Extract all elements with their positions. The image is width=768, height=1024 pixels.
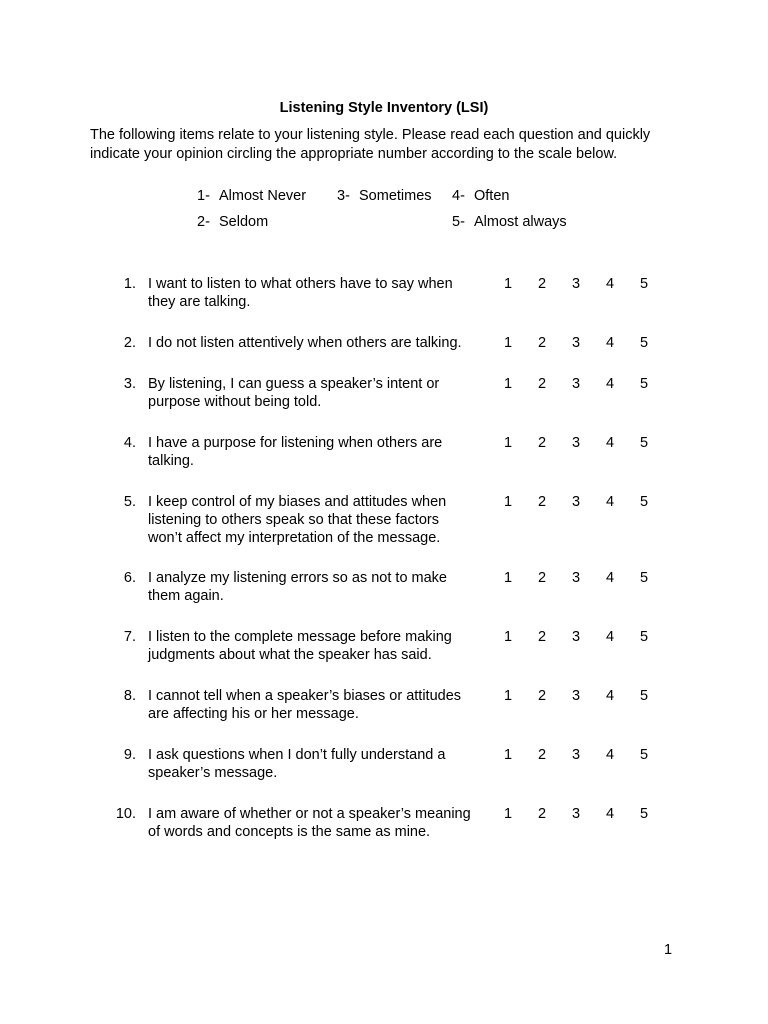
- question-number: 3.: [123, 376, 136, 392]
- scale-number: 5-: [452, 214, 465, 230]
- intro-paragraph: [90, 126, 690, 163]
- question-text-line: won’t affect my interpretation of the message.: [148, 530, 441, 546]
- rating-option-2[interactable]: 2: [537, 688, 547, 704]
- rating-option-1[interactable]: 1: [503, 688, 513, 704]
- question-text-line: I want to listen to what others have to say when: [148, 276, 453, 292]
- question-text: [148, 375, 493, 411]
- question-text: [148, 493, 493, 547]
- rating-option-4[interactable]: 4: [605, 494, 615, 510]
- question-text: [148, 687, 493, 723]
- scale-label: Almost Never: [219, 188, 307, 204]
- intro-line: indicate your opinion circling the appropriate number according to the scale below.: [90, 145, 618, 162]
- question-row: [0, 628, 768, 688]
- rating-option-2[interactable]: 2: [537, 629, 547, 645]
- page-title: Listening Style Inventory (LSI): [279, 100, 489, 116]
- scale-number: 1-: [197, 188, 210, 204]
- scale-number: 3-: [337, 188, 350, 204]
- rating-option-1[interactable]: 1: [503, 494, 513, 510]
- rating-option-1[interactable]: 1: [503, 376, 513, 392]
- question-text-line: judgments about what the speaker has said.: [148, 647, 432, 663]
- rating-option-3[interactable]: 3: [571, 435, 581, 451]
- rating-option-2[interactable]: 2: [537, 806, 547, 822]
- scale-number: 4-: [452, 188, 465, 204]
- question-number: 9.: [123, 747, 136, 763]
- rating-option-5[interactable]: 5: [639, 570, 649, 586]
- rating-option-1[interactable]: 1: [503, 276, 513, 292]
- scale-label: Almost always: [474, 214, 567, 230]
- question-text: [148, 334, 493, 352]
- rating-option-2[interactable]: 2: [537, 335, 547, 351]
- question-text-line: speaker’s message.: [148, 765, 278, 781]
- scale-label: Often: [474, 188, 510, 204]
- question-text-line: I have a purpose for listening when others are: [148, 435, 443, 451]
- rating-option-5[interactable]: 5: [639, 688, 649, 704]
- question-text: [148, 434, 493, 470]
- rating-option-4[interactable]: 4: [605, 629, 615, 645]
- question-text: [148, 628, 493, 664]
- question-text-line: them again.: [148, 588, 224, 604]
- question-number: 1.: [123, 276, 136, 292]
- rating-option-3[interactable]: 3: [571, 806, 581, 822]
- rating-option-5[interactable]: 5: [639, 335, 649, 351]
- rating-option-2[interactable]: 2: [537, 376, 547, 392]
- question-number: 2.: [123, 335, 136, 351]
- rating-option-5[interactable]: 5: [639, 806, 649, 822]
- question-text: [148, 275, 493, 311]
- question-row: [0, 375, 768, 435]
- rating-option-5[interactable]: 5: [639, 747, 649, 763]
- scale-entry-3: [337, 188, 432, 204]
- question-row: [0, 746, 768, 806]
- rating-option-2[interactable]: 2: [537, 435, 547, 451]
- scale-entry-2: [197, 214, 268, 230]
- rating-option-2[interactable]: 2: [537, 276, 547, 292]
- rating-option-5[interactable]: 5: [639, 276, 649, 292]
- question-text-line: I keep control of my biases and attitudes when: [148, 494, 447, 510]
- rating-option-3[interactable]: 3: [571, 335, 581, 351]
- rating-option-4[interactable]: 4: [605, 435, 615, 451]
- question-text-line: listening to others speak so that these factors: [148, 512, 439, 528]
- rating-option-4[interactable]: 4: [605, 335, 615, 351]
- rating-option-1[interactable]: 1: [503, 629, 513, 645]
- question-number: 6.: [123, 570, 136, 586]
- question-number: 5.: [123, 494, 136, 510]
- question-row: [0, 434, 768, 494]
- rating-option-5[interactable]: 5: [639, 435, 649, 451]
- question-text-line: I analyze my listening errors so as not to make: [148, 570, 447, 586]
- question-number: 7.: [123, 629, 136, 645]
- rating-option-4[interactable]: 4: [605, 570, 615, 586]
- question-text-line: they are talking.: [148, 294, 251, 310]
- rating-option-5[interactable]: 5: [639, 494, 649, 510]
- rating-option-2[interactable]: 2: [537, 570, 547, 586]
- question-text-line: talking.: [148, 453, 194, 469]
- question-text-line: I listen to the complete message before making: [148, 629, 452, 645]
- question-text-line: I ask questions when I don’t fully understand a: [148, 747, 446, 763]
- page-number: 1: [664, 942, 673, 958]
- question-row: [0, 493, 768, 553]
- rating-option-4[interactable]: 4: [605, 806, 615, 822]
- rating-option-3[interactable]: 3: [571, 376, 581, 392]
- scale-label: Seldom: [219, 214, 269, 230]
- question-text-line: are affecting his or her message.: [148, 706, 359, 722]
- question-number: 8.: [123, 688, 136, 704]
- question-text-line: of words and concepts is the same as mine.: [148, 824, 431, 840]
- question-text-line: By listening, I can guess a speaker’s intent or: [148, 376, 440, 392]
- rating-option-3[interactable]: 3: [571, 494, 581, 510]
- question-text: [148, 569, 493, 605]
- question-number: 10.: [115, 806, 136, 822]
- question-row: [0, 275, 768, 335]
- question-text-line: I am aware of whether or not a speaker’s meaning: [148, 806, 471, 822]
- rating-option-3[interactable]: 3: [571, 276, 581, 292]
- rating-option-3[interactable]: 3: [571, 570, 581, 586]
- scale-entry-1: [197, 188, 306, 204]
- question-number: 4.: [123, 435, 136, 451]
- rating-option-2[interactable]: 2: [537, 747, 547, 763]
- rating-option-3[interactable]: 3: [571, 747, 581, 763]
- rating-option-3[interactable]: 3: [571, 629, 581, 645]
- rating-option-4[interactable]: 4: [605, 376, 615, 392]
- question-row: [0, 687, 768, 747]
- rating-option-2[interactable]: 2: [537, 494, 547, 510]
- rating-option-1[interactable]: 1: [503, 747, 513, 763]
- rating-option-1[interactable]: 1: [503, 435, 513, 451]
- question-row: [0, 805, 768, 865]
- question-text: [148, 746, 493, 782]
- scale-entry-4: [452, 188, 509, 204]
- rating-option-5[interactable]: 5: [639, 629, 649, 645]
- question-text-line: I cannot tell when a speaker’s biases or attitudes: [148, 688, 462, 704]
- question-text: [148, 805, 493, 841]
- scale-entry-5: [452, 214, 567, 230]
- question-text-line: I do not listen attentively when others are talking.: [148, 335, 462, 351]
- rating-option-1[interactable]: 1: [503, 570, 513, 586]
- rating-option-1[interactable]: 1: [503, 806, 513, 822]
- rating-option-4[interactable]: 4: [605, 688, 615, 704]
- question-row: [0, 569, 768, 629]
- rating-option-3[interactable]: 3: [571, 688, 581, 704]
- intro-line: The following items relate to your listening style. Please read each question and quickly: [90, 127, 651, 143]
- scale-label: Sometimes: [359, 188, 432, 204]
- rating-option-1[interactable]: 1: [503, 335, 513, 351]
- question-text-line: purpose without being told.: [148, 394, 322, 410]
- rating-option-4[interactable]: 4: [605, 276, 615, 292]
- rating-option-5[interactable]: 5: [639, 376, 649, 392]
- scale-number: 2-: [197, 214, 210, 230]
- rating-option-4[interactable]: 4: [605, 747, 615, 763]
